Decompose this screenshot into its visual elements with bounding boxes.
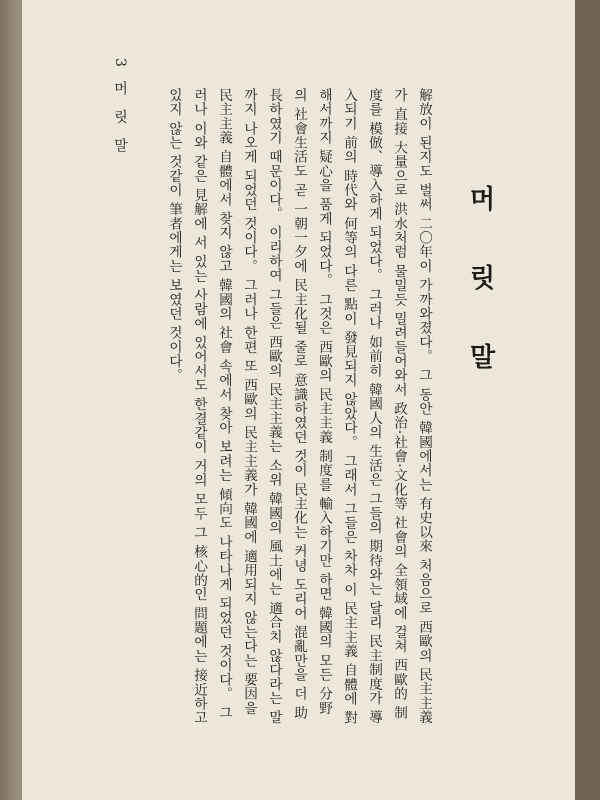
- book-page: [22, 0, 577, 800]
- paragraph: 解放이 된지도 벌써 二〇年이 가까와졌다。 그 동안 韓國에서는 有史以來 처음으로 西歐의 民主主義가 直接 大量으로 洪水처럼 물밀듯 밀려들어와서 政治·社會·文化等 社會의 全領域에 걸쳐 西歐的 制度를 模倣、導入하게 되었다。 그러나 如前히 韓國人의 生活은 그들의 期待와는 달리 民主制度가 導入되기 前의 時代와 何等의 다른 點이 發見되지 않았다。 그래서 그들은 차차 이 民主主義 自體에 對해서까지 疑心을 품게 되었다。 그것은 西歐의 民主主義 制度를 輸入하기만 하면 韓國의 모든 分野의 社會生活도 곧 一朝一夕에 民主化될 줄로 意識하였던 것이 民主化는 커녕 도리어 混亂만을 더 助長하였기 때문이다。 이리하여 그들은 西歐의 民主主義는 소위 韓國의 風土에는 適合치 않다라는 말까지 나오게 되었던 것이다。 그러나 한편 또 西歐의 民主主義가 韓國에 適用되지 않는다는 要因을 民主主義 自體에서 찾지 않고 韓國의 社會 속에서 찾아 보려는 傾向도 나타나게 되었던 것이다。 그러나 이와 같은 見解에 서 있는 사람에 있어서도 한결같이 거의 모두 그 核心的인 問題에는 接近하고 있지 않는 것같이 筆者에게는 보였던 것이다。: [166, 88, 432, 725]
- running-head: 3 머 릿 말: [112, 58, 128, 158]
- body-text: [118, 88, 436, 728]
- book-page-edge: [575, 0, 600, 800]
- book-gutter-shadow: [0, 0, 22, 800]
- page-title: 머 릿 말: [465, 185, 495, 392]
